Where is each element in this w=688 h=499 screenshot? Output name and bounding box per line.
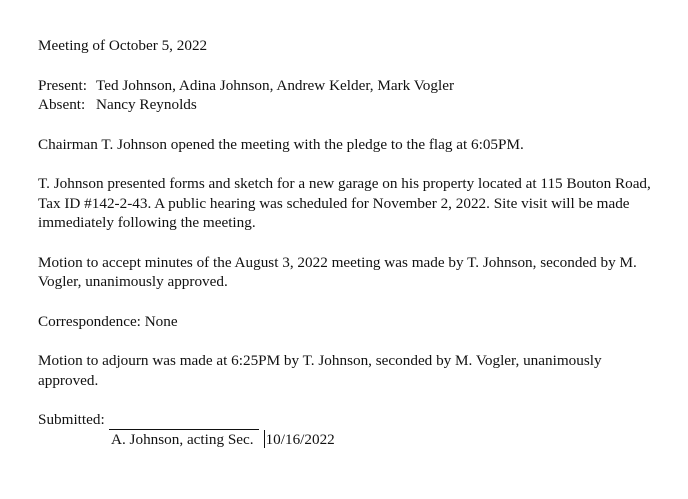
present-label: Present: [38,76,87,94]
adjourn-paragraph: Motion to adjourn was made at 6:25PM by T. Johnson, seconded by M. Vogler, unanimously approved. [38,352,602,389]
submitted-block [38,410,658,449]
text-cursor[interactable] [264,430,265,448]
submitted-date: 10/16/2022 [265,430,335,448]
absent-label: Absent: [38,96,86,113]
correspondence-paragraph: Correspondence: None [38,312,178,330]
meeting-heading: Meeting of October 5, 2022 [38,37,208,54]
signer-name: A. Johnson, acting Sec. [111,430,254,448]
present-line [38,76,658,96]
submitted-row [38,410,658,430]
submitted-label: Submitted: [38,411,105,428]
absent-line [38,95,658,115]
garage-paragraph: T. Johnson presented forms and sketch for a new garage on his property located at 115 Bouton Road, Tax ID #142-2-43. A public hearing was scheduled for November 2, 2022. Site visit will be made immediately following the meeting. [38,175,651,231]
minutes-motion-paragraph: Motion to accept minutes of the August 3, 2022 meeting was made by T. Johnson, seconded by M. Vogler, unanimously approved. [38,253,637,290]
attendance-block [38,76,658,115]
absent-names: Nancy Reynolds [96,96,197,113]
present-names: Ted Johnson, Adina Johnson, Andrew Kelder, Mark Vogler [96,76,455,94]
minutes-body [38,36,658,449]
opening-paragraph: Chairman T. Johnson opened the meeting with the pledge to the flag at 6:05PM. [38,135,524,153]
signature-line [109,415,259,430]
signer-row [111,430,658,450]
